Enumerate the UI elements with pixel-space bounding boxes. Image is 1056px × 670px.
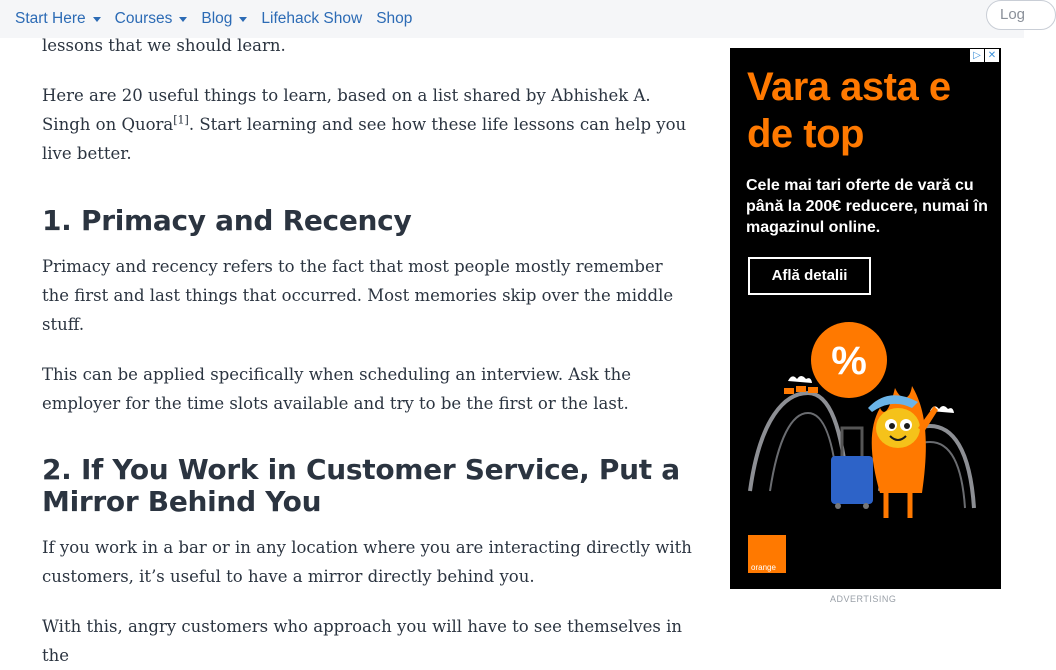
nav-item-label: Start Here: [15, 10, 86, 27]
section-heading: 2. If You Work in Customer Service, Put a Mirror Behind You: [42, 453, 680, 518]
ad-subheadline: Cele mai tari oferte de vară cu până la 200€ reducere, numai în magazinul online.: [746, 177, 988, 236]
nav-item-label: Lifehack Show: [261, 10, 363, 27]
article-paragraph: lessons that we should learn.: [42, 36, 286, 55]
ad-info-icon[interactable]: ▷: [970, 49, 984, 62]
nav-item-label: Blog: [201, 10, 233, 27]
article-paragraph: [42, 81, 692, 168]
ad-choices-badge[interactable]: [970, 49, 999, 62]
percent-icon: %: [831, 339, 867, 383]
ad-illustration: [730, 308, 1001, 538]
nav-item-blog[interactable]: [201, 10, 247, 28]
chevron-down-icon: [239, 17, 247, 22]
article-body: [42, 38, 692, 670]
citation-link[interactable]: [1]: [173, 113, 189, 127]
paragraph-text: . Start learning and see how these life lessons can help you live better.: [42, 115, 687, 163]
chevron-down-icon: [93, 17, 101, 22]
article-paragraph: With this, angry customers who approach you will have to see themselves in the: [42, 617, 683, 665]
paragraph-text: Here are 20 useful things to learn, based on a list shared by Abhishek A. Singh on Quora: [42, 86, 651, 134]
nav-item-label: Shop: [376, 10, 413, 27]
chevron-down-icon: [179, 17, 187, 22]
ad-headline: Vara asta e de top: [747, 65, 951, 156]
nav-item-lifehack-show[interactable]: [261, 10, 362, 28]
article-paragraph: This can be applied specifically when scheduling an interview. Ask the employer for the time slots available and try to be the first or the last.: [42, 365, 631, 413]
article-paragraph: If you work in a bar or in any location where you are interacting directly with customers, it’s useful to have a mirror directly behind you.: [42, 538, 692, 586]
section-heading: 1. Primacy and Recency: [42, 204, 412, 237]
login-button[interactable]: Log: [986, 0, 1056, 30]
advertising-label: ADVERTISING: [830, 594, 897, 604]
ad-cta-button[interactable]: Află detalii: [748, 257, 871, 295]
close-icon[interactable]: ✕: [985, 49, 999, 62]
nav-item-courses[interactable]: [115, 10, 188, 28]
ad-banner[interactable]: [730, 48, 1001, 589]
article-paragraph: Primacy and recency refers to the fact that most people mostly remember the first and last things that occurred. Most memories skip over the middle stuff.: [42, 257, 674, 334]
nav-item-label: Courses: [114, 10, 173, 27]
nav-item-shop[interactable]: [376, 10, 412, 28]
nav-item-start-here[interactable]: [15, 10, 101, 28]
orange-logo: orange: [748, 535, 786, 573]
